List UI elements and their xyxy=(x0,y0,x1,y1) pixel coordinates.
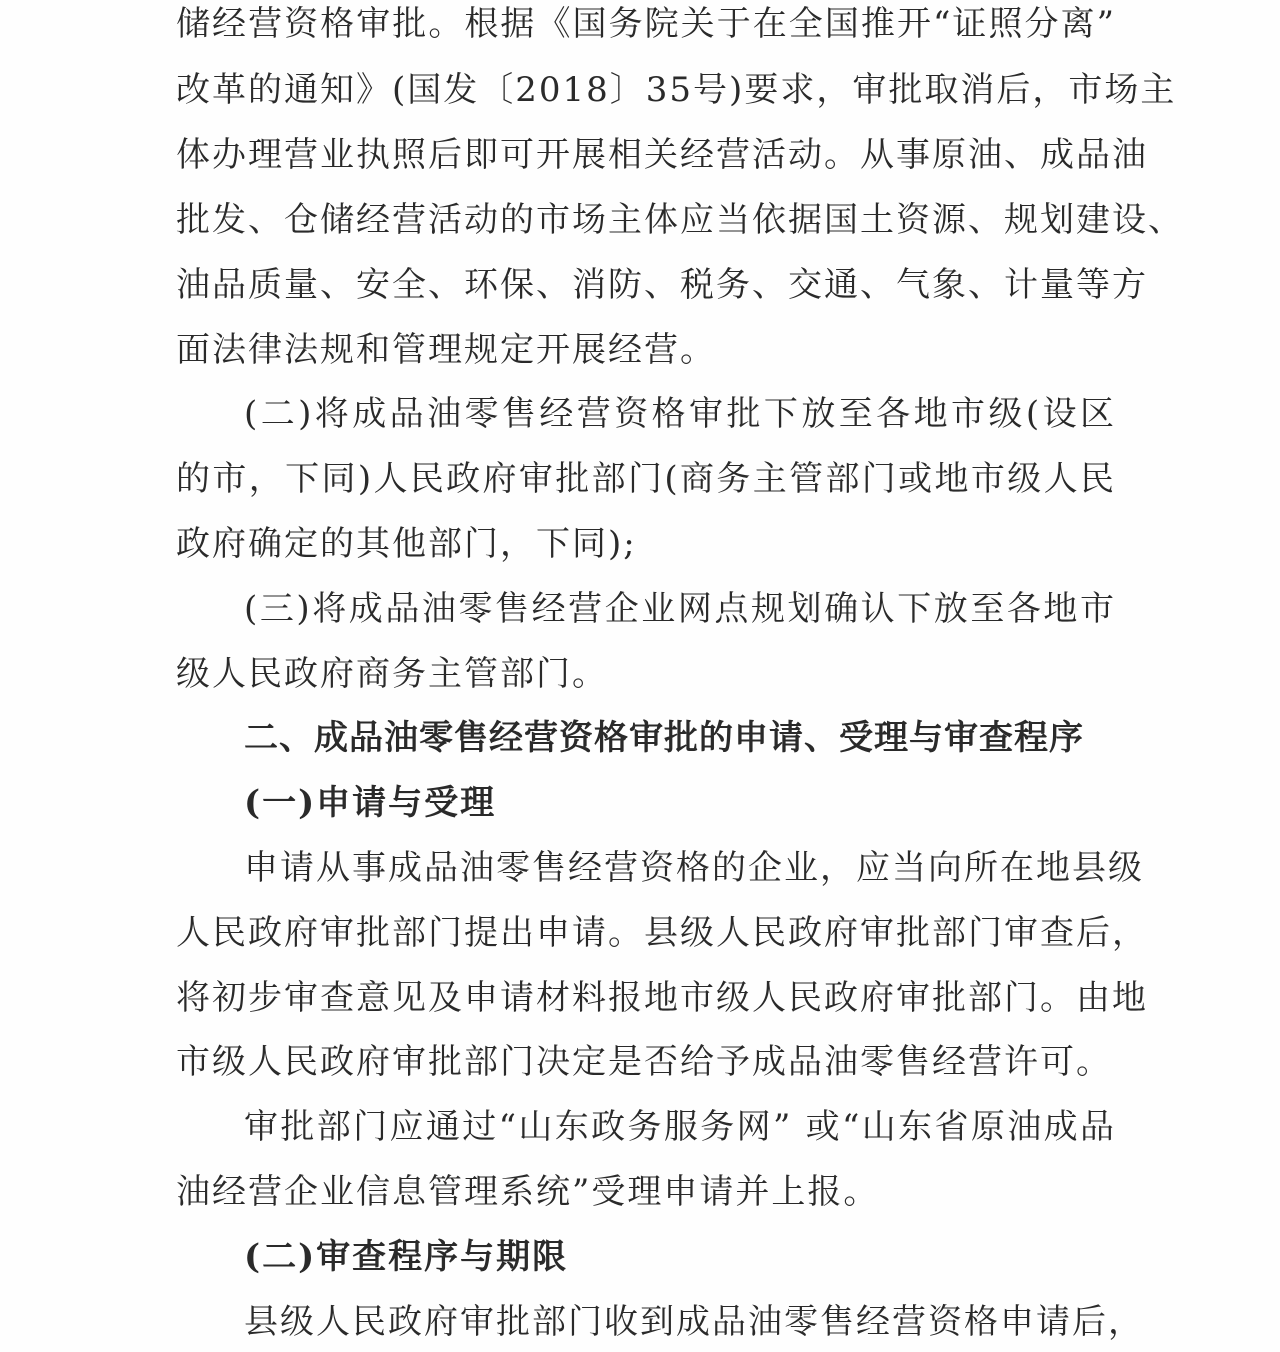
paragraph-line: 人民政府审批部门提出申请。县级人民政府审批部门审查后， xyxy=(176,913,1148,953)
paragraph-line: 体办理营业执照后即可开展相关经营活动。从事原油、成品油 xyxy=(176,135,1148,175)
paragraph-line: (二)将成品油零售经营资格审批下放至各地市级(设区 xyxy=(244,394,1116,434)
paragraph-line: 县级人民政府审批部门收到成品油零售经营资格申请后， xyxy=(244,1302,1144,1342)
paragraph-line: 审批部门应通过“山东政务服务网” 或“山东省原油成品 xyxy=(244,1107,1116,1147)
paragraph-line: 批发、仓储经营活动的市场主体应当依据国土资源、规划建设、 xyxy=(176,200,1184,240)
paragraph-line: 申请从事成品油零售经营资格的企业，应当向所在地县级 xyxy=(244,848,1144,888)
subsection-heading: (一)申请与受理 xyxy=(244,783,497,823)
paragraph-line: 市级人民政府审批部门决定是否给予成品油零售经营许可。 xyxy=(176,1042,1112,1082)
paragraph-line: 油品质量、安全、环保、消防、税务、交通、气象、计量等方 xyxy=(176,265,1148,305)
paragraph-line: (三)将成品油零售经营企业网点规划确认下放至各地市 xyxy=(244,589,1116,629)
subsection-heading: (二)审查程序与期限 xyxy=(244,1237,569,1277)
paragraph-line: 级人民政府商务主管部门。 xyxy=(176,654,608,694)
paragraph-line: 政府确定的其他部门，下同); xyxy=(176,524,637,564)
paragraph-line: 面法律法规和管理规定开展经营。 xyxy=(176,330,716,370)
section-heading: 二、成品油零售经营资格审批的申请、受理与审查程序 xyxy=(244,718,1084,758)
paragraph-line: 储经营资格审批。根据《国务院关于在全国推开“证照分离” xyxy=(176,4,1116,44)
paragraph-line: 改革的通知》(国发〔2018〕35号)要求，审批取消后，市场主 xyxy=(176,70,1177,110)
paragraph-line: 油经营企业信息管理系统”受理申请并上报。 xyxy=(176,1172,880,1212)
paragraph-line: 将初步审查意见及申请材料报地市级人民政府审批部门。由地 xyxy=(176,978,1148,1018)
paragraph-line: 的市，下同)人民政府审批部门(商务主管部门或地市级人民 xyxy=(176,459,1116,499)
